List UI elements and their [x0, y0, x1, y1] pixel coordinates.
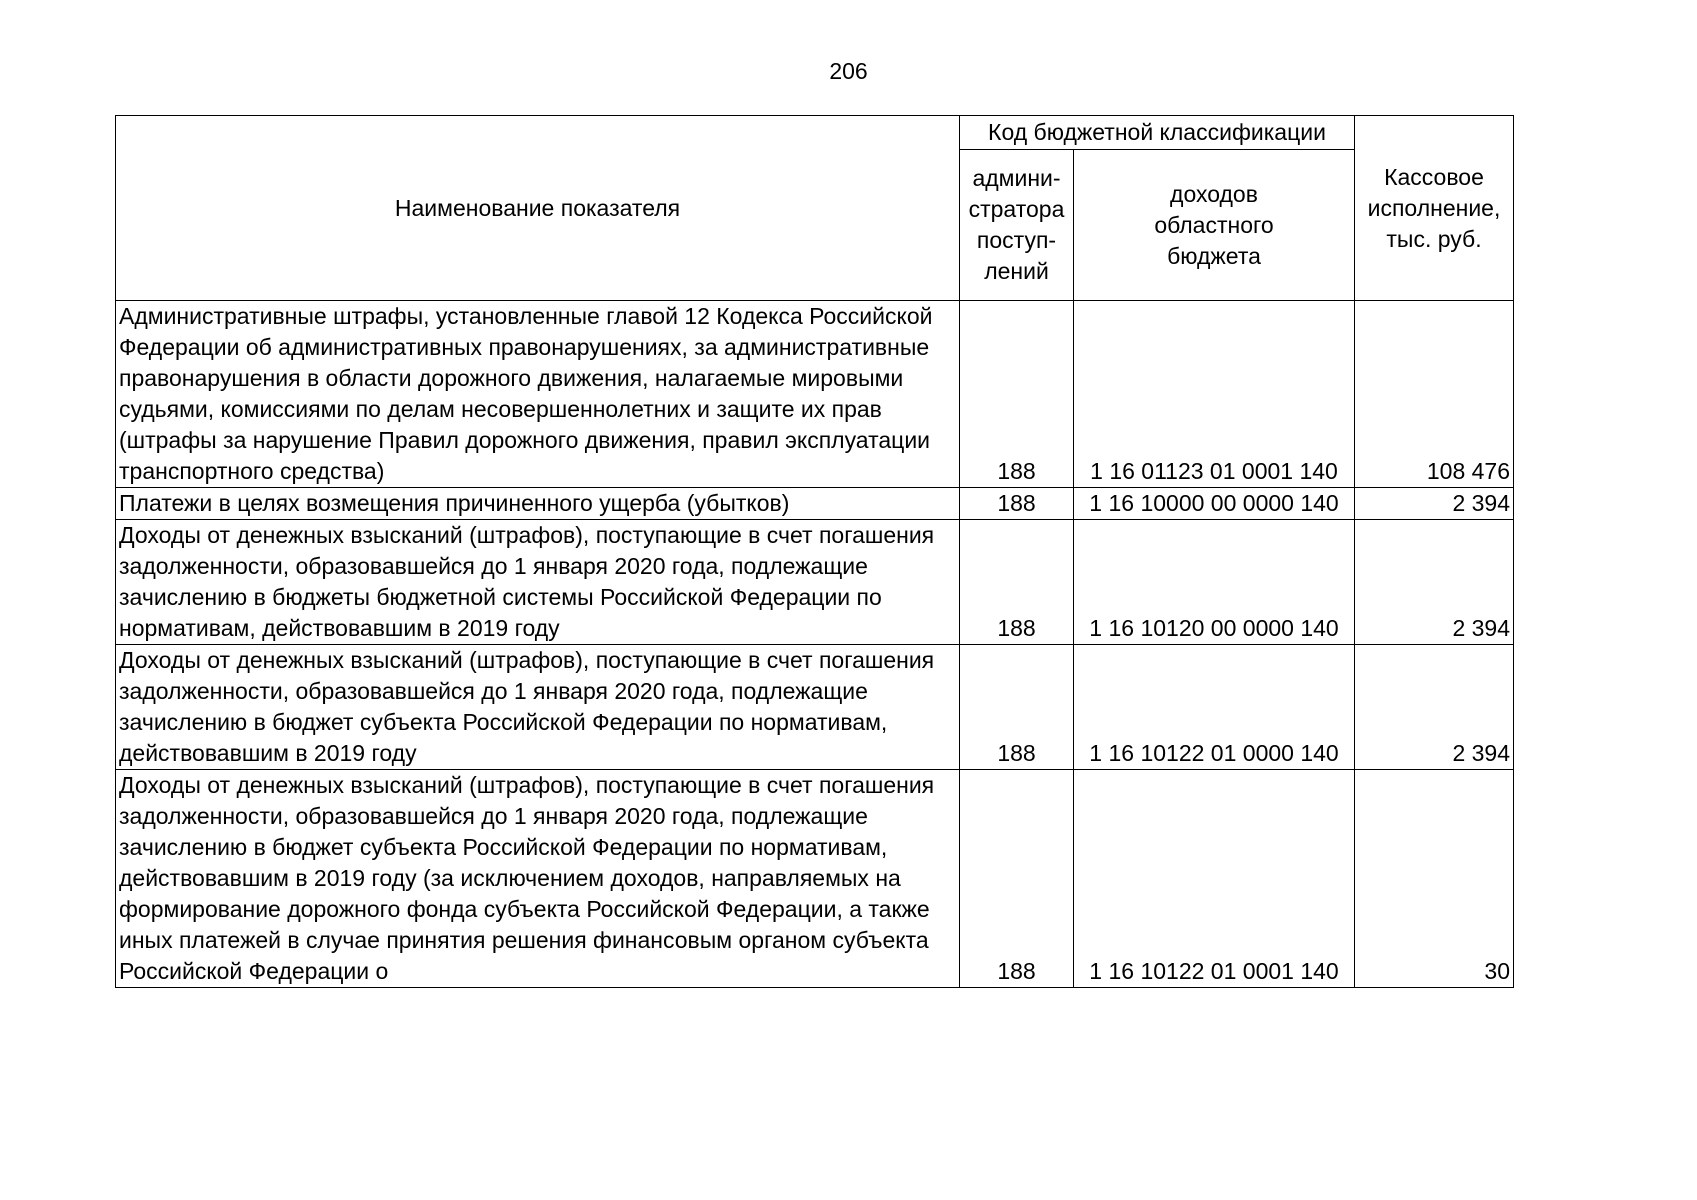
- row-administrator-code: 188: [960, 488, 1074, 520]
- row-cash-execution-amount: 2 394: [1355, 645, 1514, 770]
- page-number: 206: [829, 58, 868, 84]
- row-indicator-name: Доходы от денежных взысканий (штрафов), поступающие в счет погашения задолженности, образовавшейся до 1 января 2020 года, подлежащие зачислению в бюджеты бюджетной системы Российской Федерации по нормативам, действовавшим в 2019 году: [116, 520, 960, 645]
- header-budget-classification-code: Код бюджетной классификации: [960, 116, 1355, 150]
- row-income-code: 1 16 10122 01 0000 140: [1074, 645, 1355, 770]
- header-revenue-administrator: админи- стратора поступ- лений: [960, 150, 1074, 301]
- row-indicator-name: Административные штрафы, установленные главой 12 Кодекса Российской Федерации об административных правонарушениях, за административные правонарушения в области дорожного движения, налагаемые мировыми судьями, комиссиями по делам несовершеннолетних и защите их прав (штрафы за нарушение Правил дорожного движения, правил эксплуатации транспортного средства): [116, 301, 960, 488]
- row-cash-execution-amount: 2 394: [1355, 520, 1514, 645]
- row-income-code: 1 16 10122 01 0001 140: [1074, 770, 1355, 988]
- row-administrator-code: 188: [960, 645, 1074, 770]
- row-administrator-code: 188: [960, 770, 1074, 988]
- header-regional-budget-income: доходов областного бюджета: [1074, 150, 1355, 301]
- table-row: [116, 520, 1514, 645]
- row-cash-execution-amount: 108 476: [1355, 301, 1514, 488]
- row-indicator-name: Доходы от денежных взысканий (штрафов), поступающие в счет погашения задолженности, образовавшейся до 1 января 2020 года, подлежащие зачислению в бюджет субъекта Российской Федерации по нормативам, действовавшим в 2019 году: [116, 645, 960, 770]
- table-row: [116, 645, 1514, 770]
- table-row: [116, 488, 1514, 520]
- row-administrator-code: 188: [960, 520, 1074, 645]
- row-cash-execution-amount: 2 394: [1355, 488, 1514, 520]
- table-row: [116, 301, 1514, 488]
- row-cash-execution-amount: 30: [1355, 770, 1514, 988]
- table-row: [116, 770, 1514, 988]
- row-income-code: 1 16 10000 00 0000 140: [1074, 488, 1355, 520]
- header-cash-execution: Кассовое исполнение, тыс. руб.: [1355, 116, 1514, 301]
- row-income-code: 1 16 10120 00 0000 140: [1074, 520, 1355, 645]
- row-indicator-name: Доходы от денежных взысканий (штрафов), поступающие в счет погашения задолженности, образовавшейся до 1 января 2020 года, подлежащие зачислению в бюджет субъекта Российской Федерации по нормативам, действовавшим в 2019 году (за исключением доходов, направляемых на формирование дорожного фонда субъекта Российской Федерации, а также иных платежей в случае принятия решения финансовым органом субъекта Российской Федерации о: [116, 770, 960, 988]
- row-income-code: 1 16 01123 01 0001 140: [1074, 301, 1355, 488]
- row-indicator-name: Платежи в целях возмещения причиненного ущерба (убытков): [116, 488, 960, 520]
- budget-revenue-table: [115, 115, 1514, 988]
- row-administrator-code: 188: [960, 301, 1074, 488]
- header-indicator-name: Наименование показателя: [116, 116, 960, 301]
